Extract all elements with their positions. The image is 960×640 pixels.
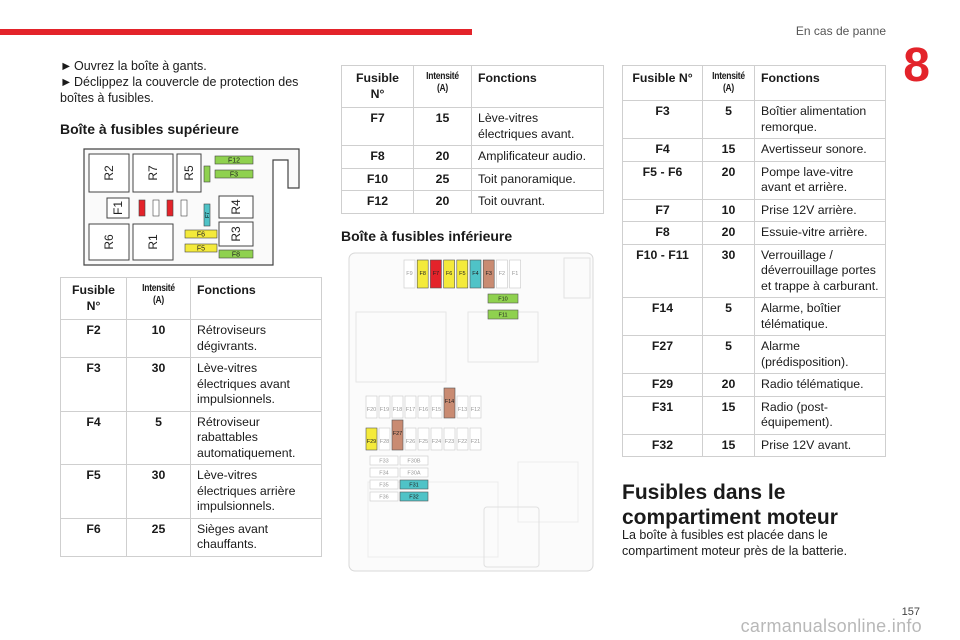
upper-box-title: Boîte à fusibles supérieure xyxy=(60,121,239,137)
fuse-f3-label: F3 xyxy=(229,171,239,179)
col-header-amp: Intensité (A) xyxy=(127,278,191,320)
table-header-row xyxy=(342,66,604,108)
watermark-text: carmanualsonline.info xyxy=(740,616,922,636)
fuse-label-f34: F34 xyxy=(379,470,389,477)
fuse-label-f19: F19 xyxy=(379,407,390,413)
fuse-f7-label: F7 xyxy=(205,212,211,218)
fuse-label-f36: F36 xyxy=(379,494,389,501)
fuse-label-f11: F11 xyxy=(498,312,508,319)
fuse-number-cell: F10 - F11 xyxy=(623,244,703,298)
fuse-label-f22: F22 xyxy=(457,439,468,445)
amperage-cell: 20 xyxy=(703,374,755,397)
header-accent-bar xyxy=(0,29,472,35)
relay-r1-label: R1 xyxy=(146,234,160,250)
section-title: En cas de panne xyxy=(795,24,886,38)
table-row xyxy=(61,411,322,465)
col-header-func: Fonctions xyxy=(191,278,322,320)
function-cell: Sièges avant chauffants. xyxy=(191,518,322,556)
fuse-number-cell: F5 - F6 xyxy=(623,161,703,199)
function-cell: Verrouillage / déverrouillage portes et trappe à carburant. xyxy=(755,244,886,298)
fuse-label-f1: F1 xyxy=(511,271,519,277)
bullet-arrow-icon: ► xyxy=(60,75,73,89)
table-row xyxy=(342,168,604,191)
function-cell: Boîtier alimentation remorque. xyxy=(755,101,886,139)
fuse-label-f27: F27 xyxy=(392,431,403,437)
function-cell: Lève-vitres électriques arrière impulsionnels. xyxy=(191,465,322,519)
table-header-row xyxy=(623,66,886,101)
table-row xyxy=(342,108,604,146)
fuse-label-f14: F14 xyxy=(444,399,455,405)
fuse-label-f21: F21 xyxy=(470,439,481,445)
fuse-number-cell: F29 xyxy=(623,374,703,397)
col-header-amp: Intensité (A) xyxy=(414,66,472,108)
function-cell: Amplificateur audio. xyxy=(472,146,604,169)
table-row xyxy=(623,101,886,139)
amperage-cell: 5 xyxy=(127,411,191,465)
fuse-label-f25: F25 xyxy=(418,439,429,445)
function-cell: Alarme, boîtier télématique. xyxy=(755,298,886,336)
fuse-number-cell: F10 xyxy=(342,168,414,191)
table-row xyxy=(623,161,886,199)
amperage-cell: 25 xyxy=(414,168,472,191)
chapter-number: 8 xyxy=(903,39,930,92)
col-header-func: Fonctions xyxy=(755,66,886,101)
col-header-func: Fonctions xyxy=(472,66,604,108)
col-header-fuse: Fusible N° xyxy=(623,66,703,101)
function-cell: Essuie-vitre arrière. xyxy=(755,222,886,245)
amperage-cell: 30 xyxy=(703,244,755,298)
table-row xyxy=(623,434,886,457)
function-cell: Prise 12V avant. xyxy=(755,434,886,457)
fuse-number-cell: F14 xyxy=(623,298,703,336)
fuse-label-f35: F35 xyxy=(379,482,389,489)
fuse-table-upper-1 xyxy=(60,277,322,557)
amperage-cell: 20 xyxy=(414,191,472,214)
fuse-label-f30b: F30B xyxy=(407,458,421,465)
fuse-number-cell: F6 xyxy=(61,518,127,556)
fuse-table-lower xyxy=(622,65,886,457)
amperage-cell: 5 xyxy=(703,298,755,336)
fuse-number-cell: F4 xyxy=(61,411,127,465)
fuse-number-cell: F32 xyxy=(623,434,703,457)
col-header-fuse: Fusible N° xyxy=(342,66,414,108)
table-row xyxy=(61,320,322,358)
fuse-number-cell: F3 xyxy=(623,101,703,139)
fuse-table-upper-2 xyxy=(341,65,604,214)
function-cell: Rétroviseur rabattables automatiquement. xyxy=(191,411,322,465)
fuse-number-cell: F8 xyxy=(342,146,414,169)
page-number: 157 xyxy=(901,606,920,618)
amperage-cell: 25 xyxy=(127,518,191,556)
fuse-number-cell: F12 xyxy=(342,191,414,214)
table-row xyxy=(623,336,886,374)
table-row xyxy=(623,199,886,222)
fuse-label-f13: F13 xyxy=(457,407,468,413)
fuse-label-f7: F7 xyxy=(432,271,440,277)
fuse-label-f24: F24 xyxy=(431,439,442,445)
relay-r6-label: R6 xyxy=(102,234,116,250)
col-header-fuse: Fusible N° xyxy=(61,278,127,320)
fuse-label-f17: F17 xyxy=(405,407,416,413)
fuse-label-f15: F15 xyxy=(431,407,442,413)
upper-fuse-box-diagram xyxy=(83,148,301,266)
fuse-label-f20: F20 xyxy=(366,407,377,413)
fuse-label-f16: F16 xyxy=(418,407,429,413)
relay-r3-label: R3 xyxy=(229,226,243,242)
table-row xyxy=(342,191,604,214)
function-cell: Radio (post-équipement). xyxy=(755,396,886,434)
table-row xyxy=(623,396,886,434)
table-row xyxy=(61,358,322,412)
amperage-cell: 10 xyxy=(703,199,755,222)
fuse-label-f6: F6 xyxy=(445,271,453,277)
fuse-label-f33: F33 xyxy=(379,458,389,465)
fuse-label-f2: F2 xyxy=(498,271,506,277)
fuse-label-f23: F23 xyxy=(444,439,455,445)
instruction-line-2: ► Déclippez la couvercle de protection des boîtes à fusibles. xyxy=(60,75,299,105)
fuse-number-cell: F8 xyxy=(623,222,703,245)
fuse-number-cell: F27 xyxy=(623,336,703,374)
function-cell: Alarme (prédisposition). xyxy=(755,336,886,374)
amperage-cell: 15 xyxy=(414,108,472,146)
col-header-amp: Intensité (A) xyxy=(703,66,755,101)
table-row xyxy=(342,146,604,169)
amperage-cell: 20 xyxy=(703,222,755,245)
amperage-cell: 10 xyxy=(127,320,191,358)
fuse-label-f29: F29 xyxy=(366,439,377,445)
function-cell: Rétroviseurs dégivrants. xyxy=(191,320,322,358)
lower-fuse-box-diagram xyxy=(348,252,594,572)
fuse-number-cell: F2 xyxy=(61,320,127,358)
fuse-f12-label: F12 xyxy=(227,157,241,165)
relay-r4-label: R4 xyxy=(229,199,243,215)
fuse-f8-label: F8 xyxy=(231,251,241,259)
table-header-row xyxy=(61,278,322,320)
table-row xyxy=(623,298,886,336)
table-row xyxy=(61,465,322,519)
function-cell: Prise 12V arrière. xyxy=(755,199,886,222)
function-cell: Avertisseur sonore. xyxy=(755,139,886,162)
fuse-label-f4: F4 xyxy=(472,271,479,277)
amperage-cell: 20 xyxy=(414,146,472,169)
fuse-label-f26: F26 xyxy=(405,439,416,445)
amperage-cell: 30 xyxy=(127,358,191,412)
table-row xyxy=(61,518,322,556)
fuse-label-f32: F32 xyxy=(409,494,419,501)
function-cell: Lève-vitres électriques avant. xyxy=(472,108,604,146)
amperage-cell: 15 xyxy=(703,434,755,457)
table-row xyxy=(623,374,886,397)
lower-box-title: Boîte à fusibles inférieure xyxy=(341,228,513,244)
fuse-number-cell: F4 xyxy=(623,139,703,162)
relay-r7-label: R7 xyxy=(146,165,160,181)
fuse-label-f28: F28 xyxy=(379,439,390,445)
fuse-number-cell: F7 xyxy=(342,108,414,146)
amperage-cell: 20 xyxy=(703,161,755,199)
amperage-cell: 5 xyxy=(703,101,755,139)
table-row xyxy=(623,222,886,245)
fuse-number-cell: F3 xyxy=(61,358,127,412)
relay-r2-label: R2 xyxy=(102,165,116,181)
function-cell: Radio télématique. xyxy=(755,374,886,397)
instruction-line-1: ► Ouvrez la boîte à gants. xyxy=(60,59,207,73)
fuse-label-f18: F18 xyxy=(392,407,403,413)
fuse-f5-label: F5 xyxy=(196,245,206,253)
amperage-cell: 15 xyxy=(703,396,755,434)
function-cell: Pompe lave-vitre avant et arrière. xyxy=(755,161,886,199)
engine-section-title: Fusibles dans le compartiment moteur xyxy=(622,481,838,529)
fuse-number-cell: F5 xyxy=(61,465,127,519)
fuse-label-f3: F3 xyxy=(485,271,492,277)
fuse-label-f9: F9 xyxy=(406,271,413,277)
bullet-arrow-icon: ► xyxy=(60,59,73,73)
intro-instructions xyxy=(60,58,322,106)
table-row xyxy=(623,139,886,162)
fuse-label-f12: F12 xyxy=(470,407,481,413)
fuse-number-cell: F31 xyxy=(623,396,703,434)
amperage-cell: 15 xyxy=(703,139,755,162)
relay-r5-label: R5 xyxy=(182,165,196,181)
function-cell: Lève-vitres électriques avant impulsionnels. xyxy=(191,358,322,412)
fuse-label-f5: F5 xyxy=(459,271,466,277)
function-cell: Toit panoramique. xyxy=(472,168,604,191)
fuse-label-f30a: F30A xyxy=(407,470,421,477)
fuse-number-cell: F7 xyxy=(623,199,703,222)
amperage-cell: 5 xyxy=(703,336,755,374)
fuse-f6-label: F6 xyxy=(196,231,206,239)
engine-section-text: La boîte à fusibles est placée dans le compartiment moteur près de la batterie. xyxy=(622,528,848,558)
fuse-label-f10: F10 xyxy=(498,296,508,303)
fuse-label-f8: F8 xyxy=(419,271,426,277)
amperage-cell: 30 xyxy=(127,465,191,519)
table-row xyxy=(623,244,886,298)
fuse-label-f31: F31 xyxy=(409,482,419,489)
function-cell: Toit ouvrant. xyxy=(472,191,604,214)
fuse-f1-label: F1 xyxy=(111,200,125,216)
